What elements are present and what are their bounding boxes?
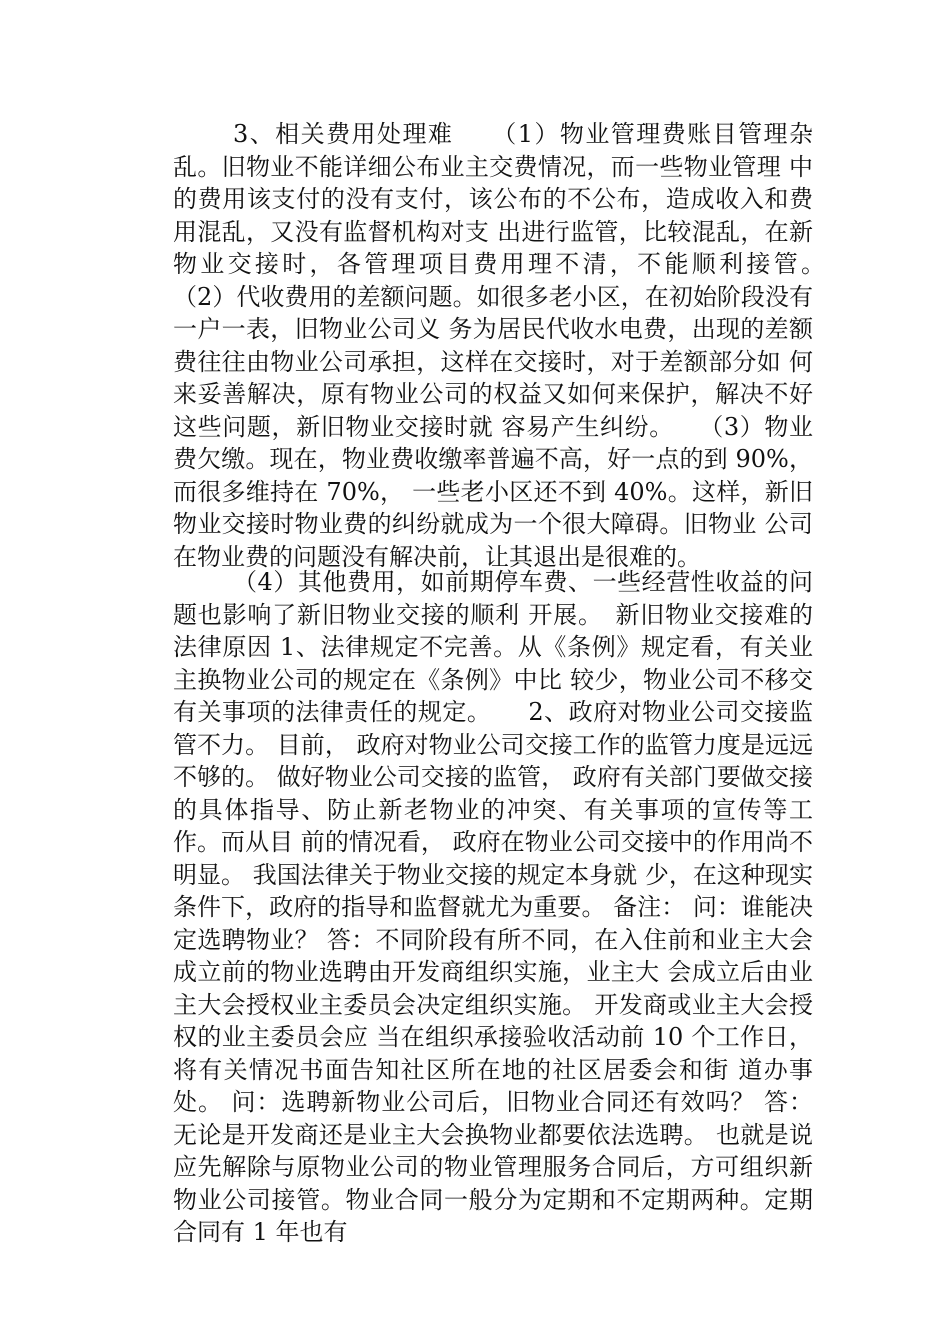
- body-paragraph-2: （4）其他费用，如前期停车费、一些经营性收益的问题也影响了新旧物业交接的顺利 开展。 新旧物业交接难的法律原因 1、法律规定不完善。从《条例》规定看，有关业主换物业公司的规定在《条例》中比 较少，物业公司不移交有关事项的法律责任的规定。 2、政府对物业公司交接监管不力。 目前， 政府对物业公司交接工作的监管力度是远远不够的。 做好物业公司交接的监管， 政府有关部门要做交接的具体指导、防止新老物业的冲突、有关事项的宣传等工作。而从目 前的情况看， 政府在物业公司交接中的作用尚不明显。 我国法律关于物业交接的规定本身就 少，在这种现实条件下，政府的指导和监督就尤为重要。 备注： 问：谁能决定选聘物业？ 答：不同阶段有所不同，在入住前和业主大会成立前的物业选聘由开发商组织实施，业主大 会成立后由业主大会授权业主委员会决定组织实施。 开发商或业主大会授权的业主委员会应 当在组织承接验收活动前 10 个工作日，将有关情况书面告知社区所在地的社区居委会和街 道办事处。 问：选聘新物业公司后，旧物业合同还有效吗？ 答： 无论是开发商还是业主大会换物业都要依法选聘。 也就是说应先解除与原物业公司的物业管理服务合同后，方可组织新物业公司接管。物业合同一般分为定期和不定期两种。定期 合同有 1 年也有: [173, 568, 813, 1246]
- body-paragraph-1: 3、相关费用处理难 （1）物业管理费账目管理杂乱。旧物业不能详细公布业主交费情况，而一些物业管理 中的费用该支付的没有支付，该公布的不公布，造成收入和费用混乱，又没有监督机构对支 出进行监管，比较混乱，在新物业交接时，各管理项目费用理不清，不能顺利接管。 （2）代收费用的差额问题。如很多老小区，在初始阶段没有一户一表，旧物业公司义 务为居民代收水电费，出现的差额费往往由物业公司承担，这样在交接时，对于差额部分如 何来妥善解决，原有物业公司的权益又如何来保护，解决不好这些问题，新旧物业交接时就 容易产生纠纷。 （3）物业费欠缴。现在，物业费收缴率普遍不高，好一点的到 90%，而很多维持在 70%， 一些老小区还不到 40%。这样，新旧物业交接时物业费的纠纷就成为一个很大障碍。旧物业 公司在物业费的问题没有解决前，让其退出是很难的。: [173, 120, 861, 571]
